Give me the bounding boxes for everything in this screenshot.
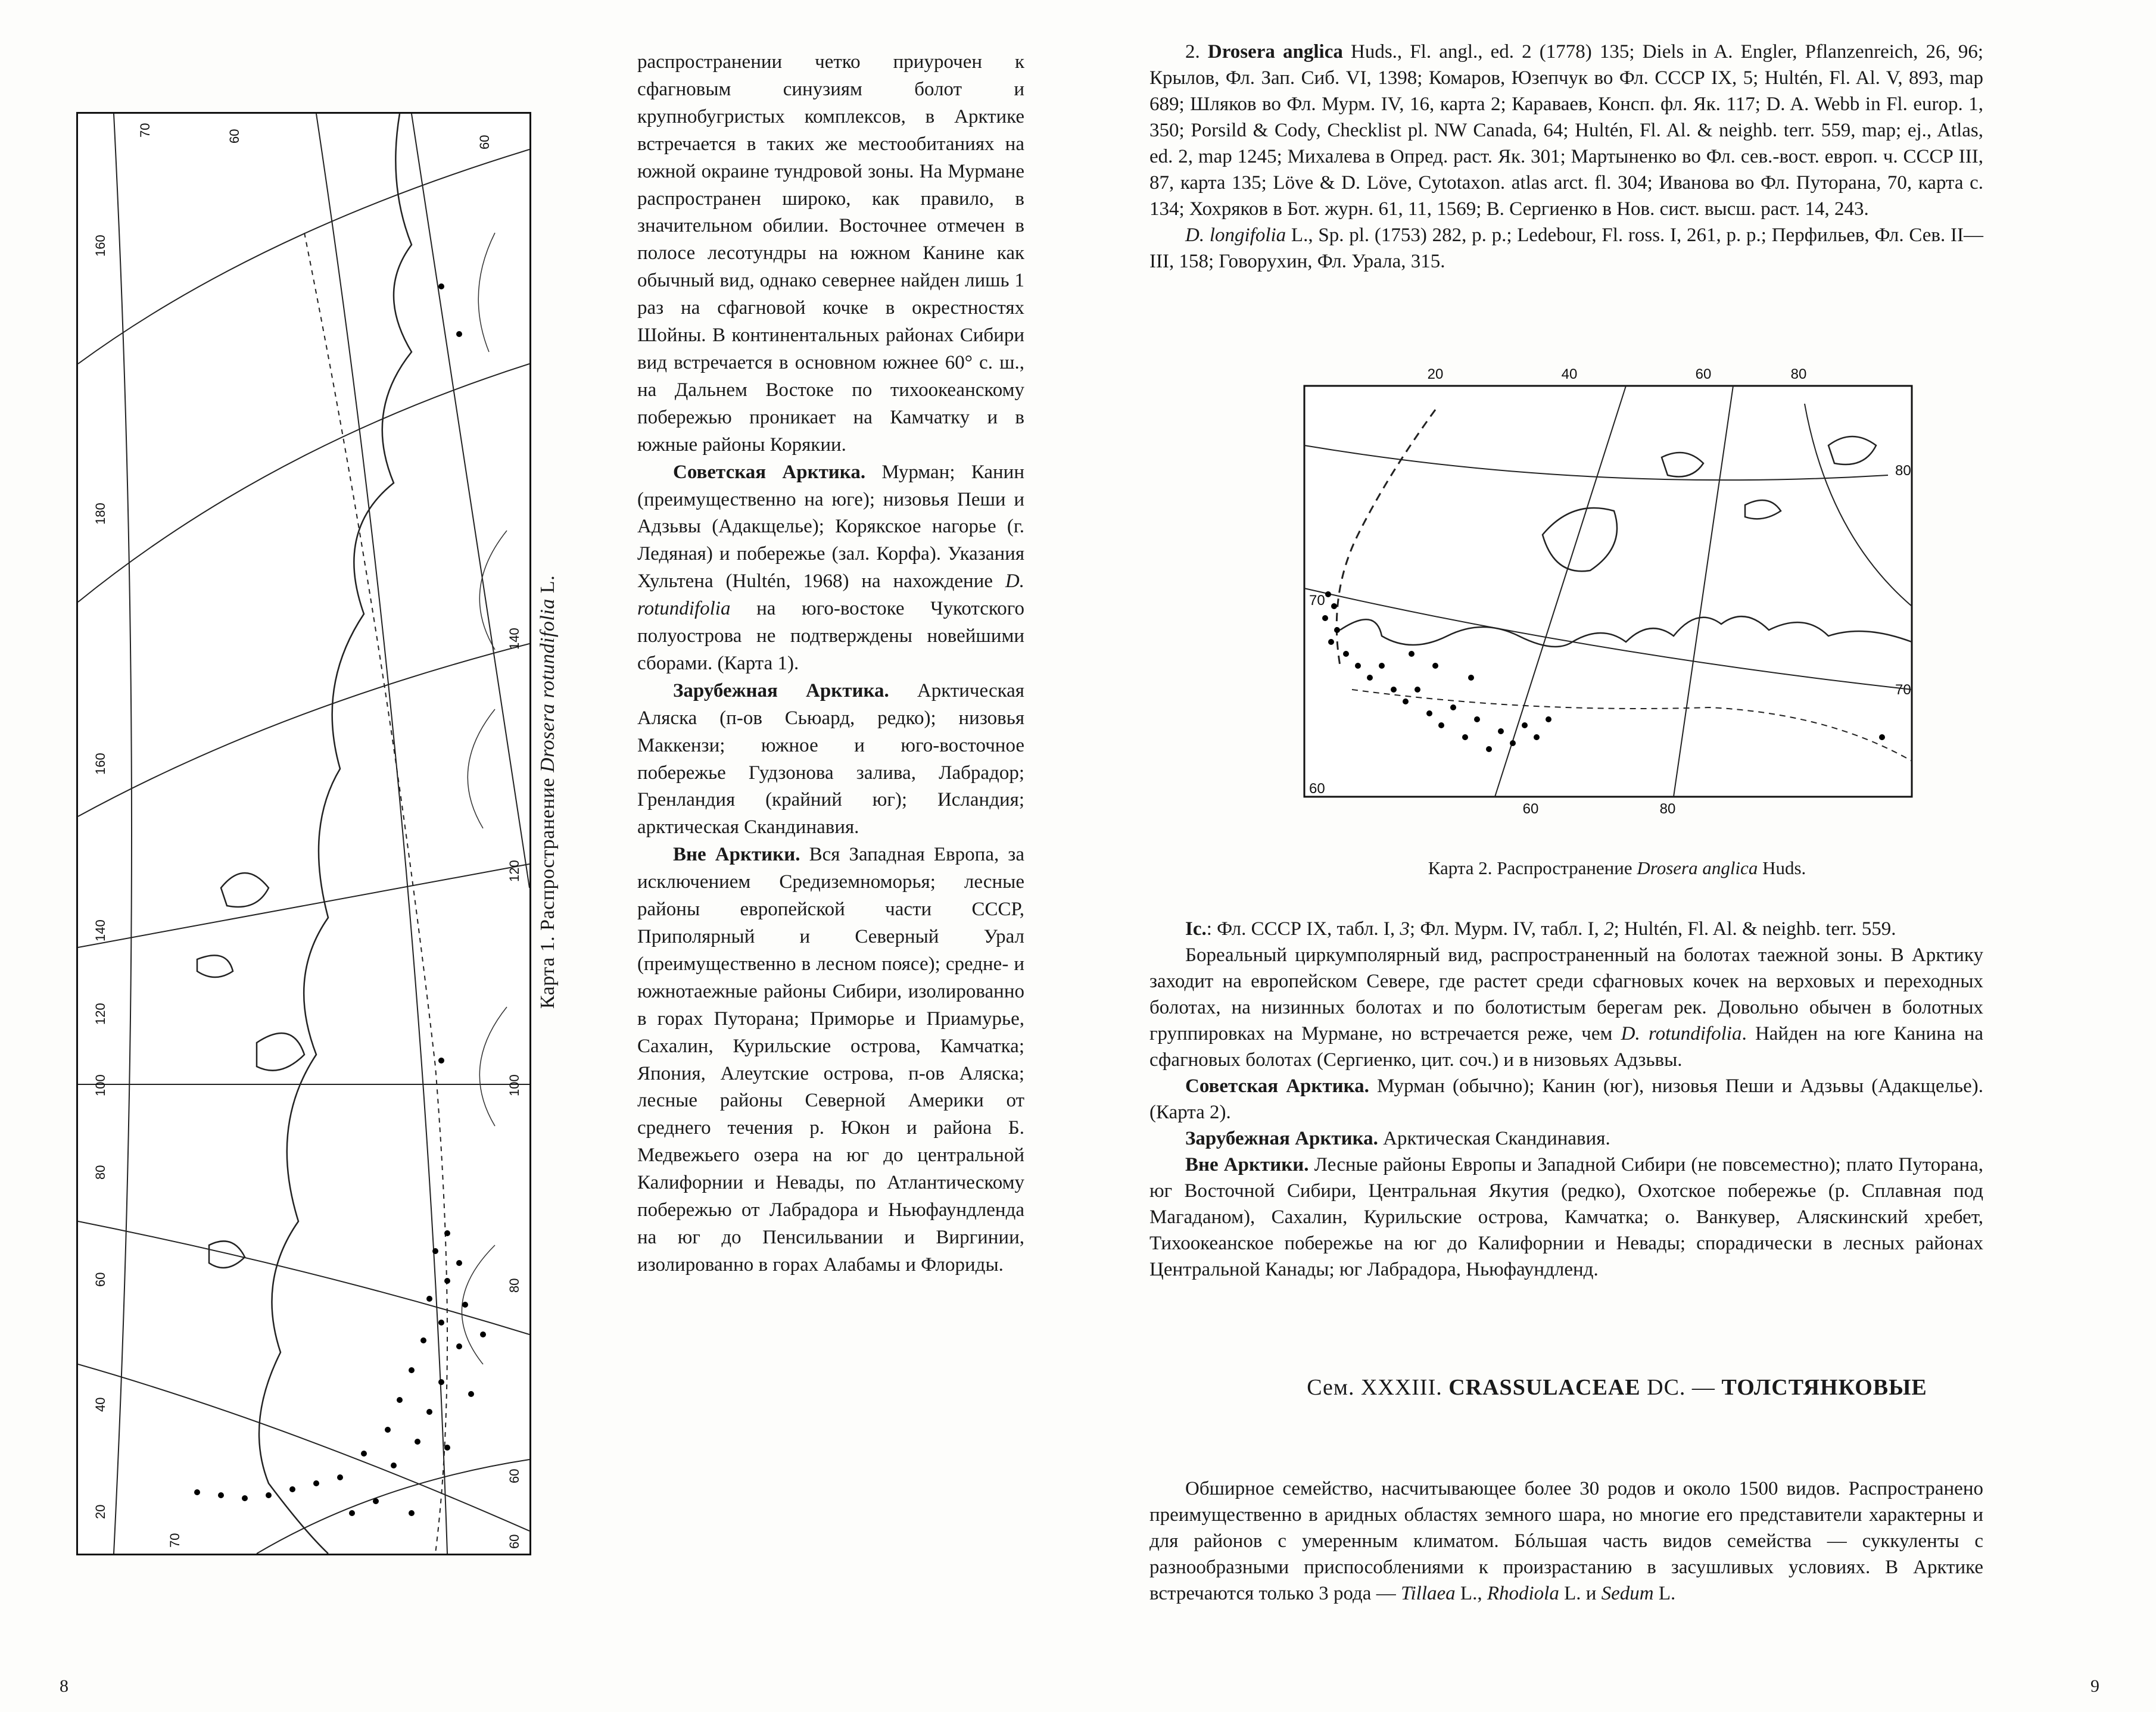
page-number: 9	[2090, 1676, 2099, 1696]
caption-prefix: Карта 1. Распространение	[537, 772, 559, 1009]
occurrence-dot	[409, 1510, 415, 1516]
occurrence-dot	[1534, 734, 1540, 740]
occurrence-dot	[456, 1343, 462, 1349]
synonym-name: D. longifolia	[1185, 224, 1286, 246]
description-paragraph	[1149, 942, 1983, 1073]
text-span: L.	[1653, 1583, 1676, 1604]
occurrence-dot	[444, 1445, 450, 1451]
occurrence-dot	[1879, 734, 1885, 740]
text-span: ; Фл. Мурм. IV, табл. I,	[1409, 918, 1604, 940]
occurrence-dot	[1450, 704, 1456, 710]
map1-label-left: 160	[93, 235, 108, 257]
occurrence-dot	[1474, 716, 1480, 722]
occurrence-dot	[218, 1492, 224, 1498]
map1-label-right: 140	[507, 628, 522, 650]
citations: Huds., Fl. angl., ed. 2 (1778) 135; Diels in A. Engler, Pflanzenreich, 26, 96; Крылов, Фл. Зап. Сиб. VI, 1398; Комаров, Юзепчук во Фл. СССР IX, 5; Hultén, Fl. Al. V, 893, map 689; Шляков во Фл. Мурм. IV, 16, карта 2; Караваев, Консп. фл. Як. 117; D. A. Webb in Fl. europ. 1, 350; Porsild & Cody, Checklist pl. NW Canada, 64; Hultén, Fl. Al. & neighb. terr. 559, map; ej., Atlas, ed. 2, map 1245; Михалева в Опред. раст. Як. 301; Мартыненко во Фл. сев.-вост. европ. ч. СССР III, 87, карта 135; Löve & D. Löve, Cytotaxon. atlas arct. fl. 304; Иванова во Фл. Путорана, 70, карта с. 134; Хохряков в Бот. журн. 61, 11, 1569; В. Сергиенко в Нов. сист. высш. раст. 14, 243.	[1149, 41, 1984, 220]
occurrence-dot	[468, 1391, 474, 1397]
map-frame	[1304, 386, 1912, 797]
map1-label-left: 40	[93, 1397, 108, 1412]
paragraph-outside-arctic	[637, 841, 1024, 1279]
caption-author: L.	[537, 575, 559, 599]
occurrence-dot	[438, 283, 444, 289]
map1-label-left: 160	[93, 753, 108, 775]
occurrence-dot	[385, 1427, 391, 1433]
text-span: Мурман; Канин (преимущественно на юге); низовья Пеши и Адзьвы (Адакщелье); Корякское нагорье (г. Ледяная) и побережье (зал. Корфа). Указания Хультена (Hultén, 1968) на нахождение	[637, 461, 1024, 593]
occurrence-dot	[1486, 746, 1492, 752]
occurrence-dot	[361, 1451, 367, 1457]
map1-label-right: 60	[507, 1468, 522, 1483]
species-name: D. rotundifolia	[637, 570, 1024, 620]
family-prefix: Сем. XXXIII.	[1307, 1375, 1449, 1400]
occurrence-dot	[444, 1278, 450, 1284]
occurrence-dot	[1379, 663, 1385, 669]
section-heading: Вне Арктики.	[1185, 1154, 1309, 1175]
paragraph-outside-arctic	[1149, 1152, 1983, 1283]
map1-label-bottom: 70	[167, 1533, 182, 1548]
map2-label-right: 80	[1895, 463, 1911, 479]
parallel-line	[78, 864, 529, 947]
occurrence-dot	[1322, 615, 1328, 621]
map1-label-right: 60	[507, 1534, 522, 1549]
family-description	[1149, 1476, 1983, 1607]
family-paragraph	[1149, 1476, 1983, 1607]
map1-label-left: 60	[93, 1272, 108, 1287]
text-span: Мурман (обычно); Канин (юг), низовья Пеши и Адзьвы (Адакщелье). (Карта 2).	[1149, 1075, 1983, 1123]
occurrence-dot	[1462, 734, 1468, 740]
island	[209, 1241, 245, 1268]
occurrence-dot	[337, 1474, 343, 1480]
synonymy-block	[1149, 39, 1983, 275]
text-span: Арктическая Аляска (п-ов Сьюард, редко); низовья Маккензи; южное и юго-восточное побережье Гудзонова залива, Лабрадор; Гренландия (крайний юг); Исландия; арктическая Скандинавия.	[637, 679, 1024, 838]
map2-label-right: 70	[1895, 682, 1911, 698]
text-span: Бореальный циркумполярный вид, распространенный на болотах таежной зоны. В Арктику заходит на европейском Севере, где растет среди сфагновых кочек на верховых и переходных болотах, на низинных болотах и по болотистым берегам рек. Довольно обычен в болотных группировках на Мурмане, но встречается реже, чем	[1149, 944, 1983, 1044]
occurrence-dot	[415, 1439, 420, 1445]
map1-label-right: 120	[507, 860, 522, 882]
text-span: Арктическая Скандинавия.	[1378, 1128, 1610, 1149]
map2-label-left: 60	[1309, 781, 1325, 797]
island	[197, 955, 233, 977]
occurrence-dot	[438, 1058, 444, 1064]
occurrence-dot	[1343, 651, 1349, 657]
figure-number: 3	[1400, 918, 1410, 940]
coastline	[259, 114, 412, 1554]
text-span: L. и	[1559, 1583, 1602, 1604]
family-author: DC. —	[1640, 1375, 1722, 1400]
page-number: 8	[60, 1676, 68, 1696]
species-title: Drosera anglica	[1207, 41, 1343, 63]
occurrence-dot	[1432, 663, 1438, 669]
meridian-line	[412, 114, 529, 888]
island	[221, 873, 269, 907]
text-span: . Найден на юге Канина на сфагновых болотах (Сергиенко, цит. соч.) и в низовьях Адзьвы.	[1149, 1023, 1984, 1071]
occurrence-dot	[391, 1462, 397, 1468]
paragraph-foreign-arctic	[637, 678, 1024, 841]
section-heading: Советская Арктика.	[1185, 1075, 1369, 1097]
parallel-line	[78, 1364, 529, 1531]
river	[468, 709, 495, 828]
genus-name: Sedum	[1601, 1583, 1654, 1604]
occurrence-dot	[438, 1379, 444, 1385]
caption-author: Huds.	[1758, 857, 1806, 878]
map-2	[1292, 356, 1936, 815]
map1-label-top: 60	[227, 129, 242, 144]
occurrence-dot	[456, 331, 462, 337]
map1-label-left: 20	[93, 1504, 108, 1519]
map1-label-right: 100	[507, 1074, 522, 1096]
caption-species: Drosera anglica	[1637, 857, 1758, 878]
citations: L., Sp. pl. (1753) 282, p. p.; Ledebour, Fl. ross. I, 261, p. p.; Перфильев, Фл. Сев. II—III, 158; Говорухин, Фл. Урала, 315.	[1149, 224, 1983, 272]
section-heading: Вне Арктики.	[673, 844, 800, 866]
map-1	[76, 112, 531, 1555]
occurrence-dot	[1522, 722, 1528, 728]
occurrence-dot	[1403, 698, 1409, 704]
paragraph-soviet-arctic	[1149, 1073, 1983, 1125]
occurrence-dot	[409, 1367, 415, 1373]
family-russian-name: ТОЛСТЯНКОВЫЕ	[1721, 1375, 1927, 1400]
map1-label-right: 80	[507, 1278, 522, 1293]
occurrence-dot	[456, 1260, 462, 1266]
genus-name: Tillaea	[1400, 1583, 1456, 1604]
occurrence-dot	[313, 1480, 319, 1486]
river	[479, 1007, 507, 1126]
map1-label-left: 180	[93, 503, 108, 525]
map1-label-left: 120	[93, 1003, 108, 1025]
occurrence-dot	[420, 1337, 426, 1343]
species-entry	[1149, 39, 1983, 222]
occurrence-dot	[289, 1486, 295, 1492]
occurrence-dot	[432, 1248, 438, 1254]
parallel-line	[78, 364, 529, 602]
map1-label-left: 80	[93, 1165, 108, 1180]
occurrence-dot	[194, 1489, 200, 1495]
text-span: ; Hultén, Fl. Al. & neighb. terr. 559.	[1613, 918, 1896, 940]
map2-label-bottom: 80	[1659, 801, 1676, 815]
paragraph-foreign-arctic	[1149, 1125, 1983, 1152]
occurrence-dot	[426, 1296, 432, 1302]
text-span: L.,	[1455, 1583, 1487, 1604]
genus-name: Rhodiola	[1487, 1583, 1559, 1604]
map1-label-left: 100	[93, 1074, 108, 1096]
occurrence-dot	[1426, 710, 1432, 716]
text-span: : Фл. СССР IX, табл. I,	[1206, 918, 1400, 940]
occurrence-dot	[1409, 651, 1415, 657]
occurrence-dot	[242, 1495, 248, 1501]
parallel-line	[78, 149, 529, 364]
section-heading: Зарубежная Арктика.	[1185, 1128, 1378, 1149]
occurrence-dot	[1328, 639, 1334, 645]
text-span: Обширное семейство, насчитывающее более 30 родов и около 1500 видов. Распространено преимущественно в аридных областях земного шара, но многие его представители характерны и для районов с умеренным климатом. Бóльшая часть видов семейства — суккуленты с разнообразными приспособлениями к произрастанию в засушливых условиях. В Арктике встречаются только 3 рода —	[1149, 1478, 1983, 1604]
iconography-paragraph	[1149, 916, 1983, 942]
caption-prefix: Карта 2. Распространение	[1428, 857, 1637, 878]
map1-label-top: 70	[138, 123, 152, 138]
occurrence-dot	[1438, 722, 1444, 728]
occurrence-dot	[1355, 663, 1361, 669]
occurrence-dot	[1325, 591, 1331, 597]
occurrence-dot	[373, 1498, 379, 1504]
occurrence-dot	[1498, 728, 1504, 734]
occurrence-dot	[1468, 675, 1474, 681]
occurrence-dot	[426, 1409, 432, 1415]
occurrence-dot	[462, 1302, 468, 1308]
meridian-line	[316, 114, 447, 1554]
river	[478, 233, 495, 352]
occurrence-dot	[1367, 675, 1373, 681]
paragraph: распространении четко приурочен к сфагновым синузиям болот и крупнобугристых комплексов, в Арктике встречается в таких же местообитаниях на южной окраине тундровой зоны. На Мурмане распространен широко, как правило, в значительном обилии. Восточнее отмечен в полосе лесотундры на южном Канине как обычный вид, однако севернее найден лишь 1 раз на сфагновой кочке в окрестностях Шойны. В континентальных районах Сибири вид встречается в основном южнее 60° с. ш., на Дальнем Востоке по тихоокеанскому побережью проникает на Камчатку и в южные районы Корякии.	[637, 51, 1024, 456]
map-2-drawing	[1292, 356, 1936, 815]
occurrence-dot	[1334, 627, 1340, 633]
text-span: Вся Западная Европа, за исключением Средиземноморья; лесные районы европейской части СССР, Приполярный и Северный Урал (преимущественно в лесном поясе); средне- и южнотаежные районы Сибири, изолированно в горах Путорана; Приморье и Приамурье, Сахалин, Курильские острова, Камчатка; Япония, Алеутские острова, п-ов Аляска; лесные районы Северной Америки от среднего течения р. Юкон и района Б. Медвежьего озера на юг до центральной Калифорнии и Невады, по Атлантическому побережью от Лабрадора и Ньюфаундленда на юг до Пенсильвании и Виргинии, изолированно в горах Алабамы и Флориды.	[637, 844, 1024, 1276]
occurrence-dot	[1331, 603, 1337, 609]
map2-label-top: 80	[1790, 366, 1807, 382]
parallel-line	[78, 644, 529, 816]
island	[257, 1033, 304, 1071]
occurrence-dot	[1391, 687, 1397, 693]
map1-label-top: 60	[477, 135, 492, 149]
species-name: D. rotundifolia	[1621, 1023, 1742, 1044]
map-1-caption	[537, 575, 559, 1009]
occurrence-dot	[1415, 687, 1420, 693]
left-column-text	[637, 49, 1024, 1279]
family-heading	[1078, 1374, 2156, 1401]
synonym-entry	[1149, 222, 1983, 275]
occurrence-dot	[266, 1492, 272, 1498]
entry-number: 2.	[1185, 41, 1208, 63]
occurrence-dot	[444, 1230, 450, 1236]
map2-label-top: 40	[1561, 366, 1578, 382]
section-heading: Советская Арктика.	[673, 461, 866, 483]
map-2-caption	[1078, 857, 2156, 879]
occurrence-dot	[480, 1331, 486, 1337]
caption-species: Drosera rotundifolia	[537, 598, 559, 772]
text-span: Лесные районы Европы и Западной Сибири (не повсеместно); плато Путорана, юг Восточной Сибири, Центральная Якутия (редко), Охотское побережье (р. Сплавная под Магаданом), Сахалин, Курильские острова, Камчатка; о. Ванкувер, Аляскинский хребет, Тихоокеанское побережье на юг до Калифорнии и Невады; спорадически в лесных районах Центральной Канады; юг Лабрадора, Ньюфаундленд.	[1149, 1154, 1983, 1280]
right-page	[1078, 0, 2156, 1712]
map2-label-bottom: 60	[1522, 801, 1539, 815]
map1-label-left: 140	[93, 919, 108, 941]
map2-label-left: 70	[1309, 593, 1325, 609]
arctic-boundary-line	[304, 233, 447, 1554]
occurrence-dot	[438, 1320, 444, 1326]
section-heading: Зарубежная Арктика.	[673, 679, 889, 701]
figure-number: 2	[1604, 918, 1614, 940]
occurrence-dot	[349, 1510, 355, 1516]
ic-heading: Ic.	[1185, 918, 1207, 940]
occurrence-dot	[1546, 716, 1551, 722]
map2-label-top: 60	[1695, 366, 1712, 382]
family-name: CRASSULACEAE	[1448, 1375, 1641, 1400]
occurrence-dot	[1510, 740, 1516, 746]
species-description	[1149, 916, 1983, 1283]
map-1-drawing	[78, 114, 529, 1554]
text-span: на юго-востоке Чукотского полуострова не подтверждены новейшими сборами. (Карта 1).	[637, 598, 1024, 674]
paragraph-soviet-arctic	[637, 459, 1024, 678]
occurrence-dot	[397, 1397, 403, 1403]
meridian-line	[114, 114, 132, 1554]
map2-label-top: 20	[1427, 366, 1444, 382]
